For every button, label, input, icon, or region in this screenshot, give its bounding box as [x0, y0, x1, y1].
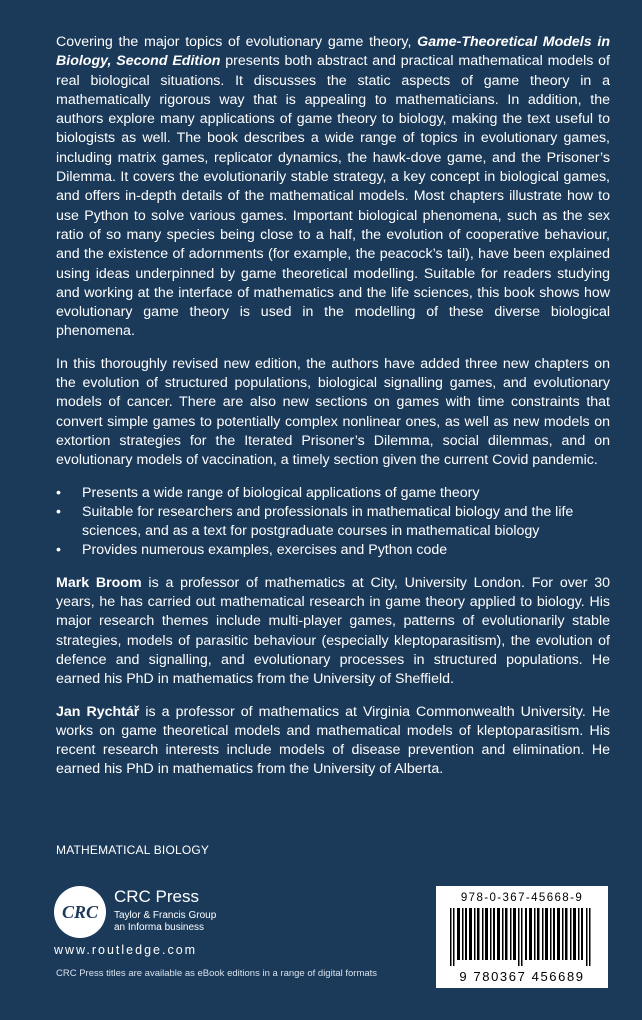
description-paragraph-1 [56, 33, 610, 342]
isbn-bottom: 9 780367 456689 [459, 969, 585, 984]
description-paragraph-2: In this thoroughly revised new edition, the authors have added three new chapters on the evolution of structured populations, biological signalling games, and evolutionary models of cancer. There are also new sections on games with time constraints that convert simple games to potentially complex nonlinear ones, as well as new models on extortion strategies for the Iterated Prisoner’s Dilemma, social dilemmas, and on evolutionary models of vaccination, a timely section given the current Covid pandemic. [56, 355, 610, 469]
description-intro: Covering the major topics of evolutionary game theory, [56, 34, 418, 50]
feature-list [56, 484, 610, 561]
author-name: Mark Broom [56, 574, 142, 591]
bullet-icon: • [56, 484, 61, 501]
ebook-note: CRC Press titles are available as eBook editions in a range of digital formats [56, 968, 378, 979]
list-item: • Suitable for researchers and professionals in mathematical biology and the life sciences, and as a text for postgraduate courses in mathematical biology [56, 503, 574, 540]
list-item: • Presents a wide range of biological applications of game theory [56, 484, 610, 503]
publisher-block [54, 886, 264, 966]
crc-logo-icon: CRC [54, 886, 106, 938]
book-title: Game-Theoretical Models in Biology, Second Edition [56, 34, 610, 70]
author-bio-rychtar: Jan Rychtář is a professor of mathematics at Virginia Commonwealth University. He works on game theoretical models and mathematical models of kleptoparasitism. His recent research interests include models of disease prevention and elimination. He earned his PhD in mathematics from the University of Alberta. [56, 703, 610, 778]
publisher-name: CRC Press [114, 887, 200, 906]
subject-category: MATHEMATICAL BIOLOGY [56, 843, 210, 857]
bullet-icon: • [56, 503, 61, 520]
publisher-group: Taylor & Francis Group an Informa business [114, 910, 217, 933]
publisher-url[interactable]: www.routledge.com [54, 943, 198, 957]
barcode-bars-icon [446, 908, 598, 966]
author-name: Jan Rychtář [56, 703, 140, 720]
isbn-top: 978-0-367-45668-9 [460, 892, 584, 904]
blurb-column [56, 33, 610, 793]
author-bio-broom: Mark Broom is a professor of mathematics at City, University London. For over 30 years, he has carried out mathematical research in game theory applied to biology. His major research themes include multi-player games, patterns of evolutionarily stable strategies, models of parasitic behaviour (especially kleptoparasitism), the evolution of defence and signalling, and evolutionary processes in structured populations. He earned his PhD in mathematics from the University of Sheffield. [56, 574, 610, 688]
list-item: • Provides numerous examples, exercises and Python code [56, 541, 610, 560]
bullet-icon: • [56, 542, 61, 559]
description-body: presents both abstract and practical mathematical models of real biological situations. It discusses the static aspects of game theory in a mathematically rigorous way that is appealing to mathematicians. In addition, the authors explore many applications of game theory to biology, making the text useful to biologists as well. The book describes a wide range of topics in evolutionary games, including matrix games, replicator dynamics, the hawk-dove game, and the Prisoner’s Dilemma. It covers the evolutionarily stable strategy, a key concept in biological games, and offers in-depth details of the mathematical models. Most chapters illustrate how to use Python to solve various games. Important biological phenomena, such as the sex ratio of so many species being close to a half, the evolution of cooperative behaviour, and the existence of adornments (for example, the peacock’s tail), have been explained using ideas underpinned by game theoretical modelling. Suitable for readers studying and working at the interface of mathematics and the life sciences, this book shows how evolutionary game theory is used in the modelling of these diverse biological phenomena. [56, 53, 611, 340]
isbn-barcode [436, 886, 608, 988]
